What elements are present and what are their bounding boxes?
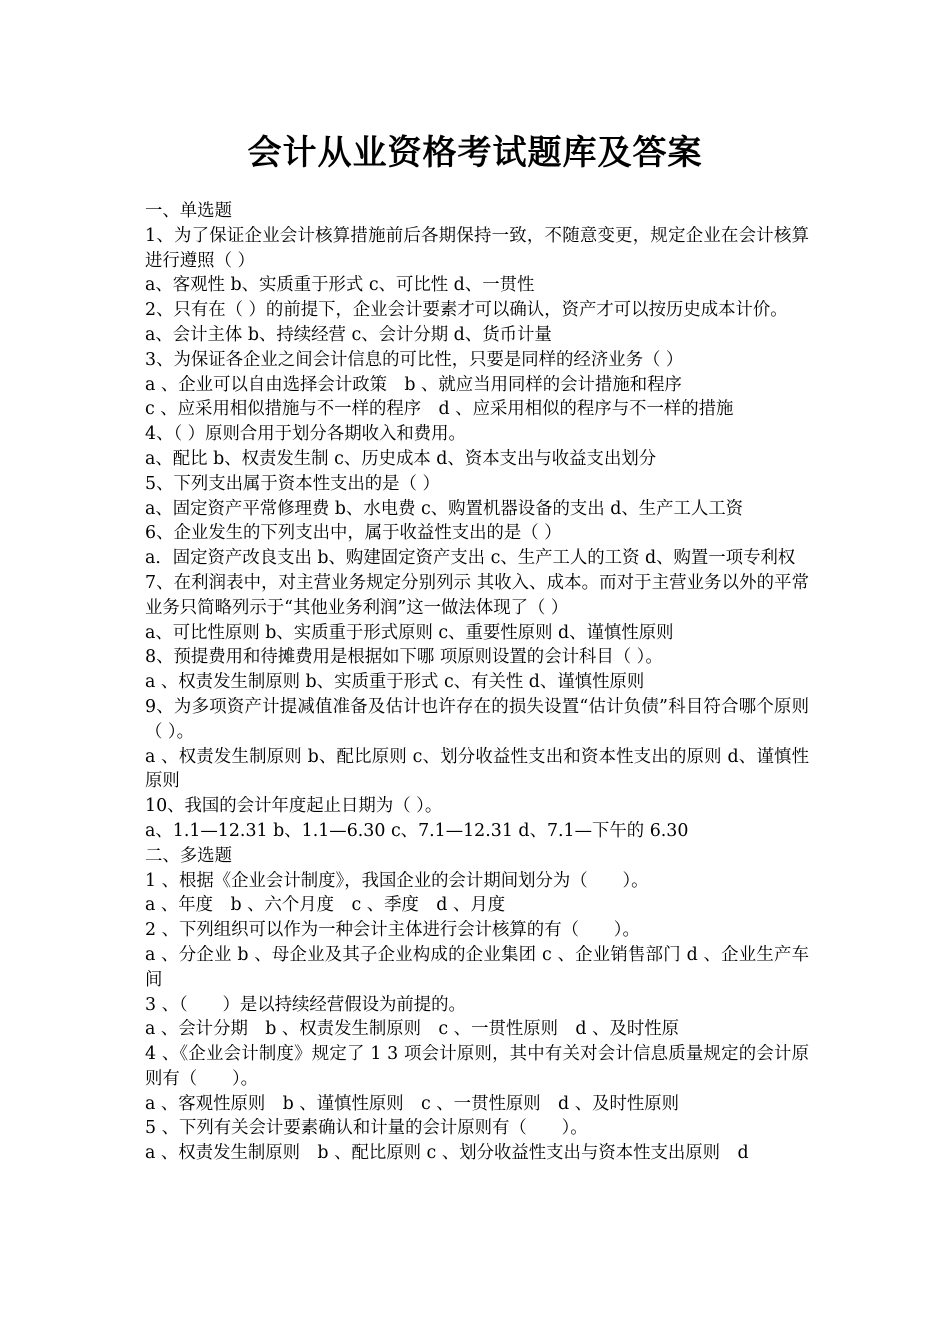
question-text: 10、我国的会计年度起止日期为（ ）。 bbox=[145, 796, 443, 817]
question-text: 3、为保证各企业之间会计信息的可比性，只要是同样的经济业务（ ） bbox=[145, 349, 684, 370]
answer-options: a 、权责发生制原则 b 、配比原则 c 、划分收益性支出与资本性支出原则 d bbox=[145, 1143, 749, 1164]
question-text: 1、为了保证企业会计核算措施前后各期保持一致，不随意变更，规定企业在会计核算进行遵照（ ） bbox=[145, 225, 809, 271]
document-body bbox=[145, 199, 809, 1166]
answer-options: a 、权责发生制原则 b、配比原则 c、划分收益性支出和资本性支出的原则 d、谨慎性原则 bbox=[145, 746, 809, 792]
question-text: 7、在利润表中，对主营业务规定分别列示 其收入、成本。而对于主营业务以外的平常业务只简略列示于“其他业务利润”这一做法体现了（ ） bbox=[145, 572, 809, 618]
question-text: 4、（ ）原则合用于划分各期收入和费用。 bbox=[145, 424, 466, 445]
question-text: 3 、（ ）是以持续经营假设为前提的。 bbox=[145, 994, 466, 1015]
answer-options: a、1.1—12.31 b、1.1—6.30 c、7.1—12.31 d、7.1—下午的 6.30 bbox=[145, 820, 689, 841]
answer-options: a、可比性原则 b、实质重于形式原则 c、重要性原则 d、谨慎性原则 bbox=[145, 622, 674, 643]
section-heading: 一、单选题 bbox=[145, 201, 232, 221]
answer-options: a、配比 b、权责发生制 c、历史成本 d、资本支出与收益支出划分 bbox=[145, 448, 657, 469]
answer-options: a 、权责发生制原则 b、实质重于形式 c、有关性 d、谨慎性原则 bbox=[145, 672, 645, 693]
question-text: 5、下列支出属于资本性支出的是（ ） bbox=[145, 473, 440, 494]
question-text: 1 、根据《企业会计制度》，我国企业的会计期间划分为（ ）。 bbox=[145, 870, 649, 891]
document-title: 会计从业资格考试题库及答案 bbox=[247, 133, 703, 173]
question-text: 2、只有在（ ）的前提下，企业会计要素才可以确认，资产才可以按历史成本计价。 bbox=[145, 300, 788, 321]
answer-options: a 、企业可以自由选择会计政策 b 、就应当用同样的会计措施和程序 bbox=[145, 374, 682, 395]
answer-options: a 、客观性原则 b 、谨慎性原则 c 、一贯性原则 d 、及时性原则 bbox=[145, 1093, 680, 1114]
answer-options: a 、会计分期 b 、权责发生制原则 c 、一贯性原则 d 、及时性原 bbox=[145, 1019, 680, 1040]
question-text: 8、预提费用和待摊费用是根据如下哪 项原则设置的会计科目（ ）。 bbox=[145, 647, 663, 668]
question-text: 5 、下列有关会计要素确认和计量的会计原则有（ ）。 bbox=[145, 1118, 588, 1139]
answer-options: a．固定资产改良支出 b、购建固定资产支出 c、生产工人的工资 d、购置一项专利权 bbox=[145, 548, 796, 569]
answer-options: a 、分企业 b 、母企业及其子企业构成的企业集团 c 、企业销售部门 d 、企业生产车间 bbox=[145, 944, 809, 990]
question-text: 9、为多项资产计提减值准备及估计也许存在的损失设置“估计负债”科目符合哪个原则（ ）。 bbox=[145, 696, 809, 742]
section-heading: 二、多选题 bbox=[145, 845, 232, 866]
answer-options: c 、应采用相似措施与不一样的程序 d 、应采用相似的程序与不一样的措施 bbox=[145, 399, 734, 420]
answer-options: a、会计主体 b、持续经营 c、会计分期 d、货币计量 bbox=[145, 324, 552, 345]
question-text: 2 、下列组织可以作为一种会计主体进行会计核算的有（ ）。 bbox=[145, 920, 640, 941]
answer-options: a、客观性 b、实质重于形式 c、可比性 d、一贯性 bbox=[145, 275, 535, 296]
question-text: 4 、《企业会计制度》规定了 1 3 项会计原则，其中有关对会计信息质量规定的会计原则有（ ）。 bbox=[145, 1044, 809, 1089]
question-text: 6、企业发生的下列支出中，属于收益性支出的是（ ） bbox=[145, 523, 562, 544]
answer-options: a、固定资产平常修理费 b、水电费 c、购置机器设备的支出 d、生产工人工资 bbox=[145, 498, 744, 519]
answer-options: a 、年度 b 、六个月度 c 、季度 d 、月度 bbox=[145, 895, 506, 916]
